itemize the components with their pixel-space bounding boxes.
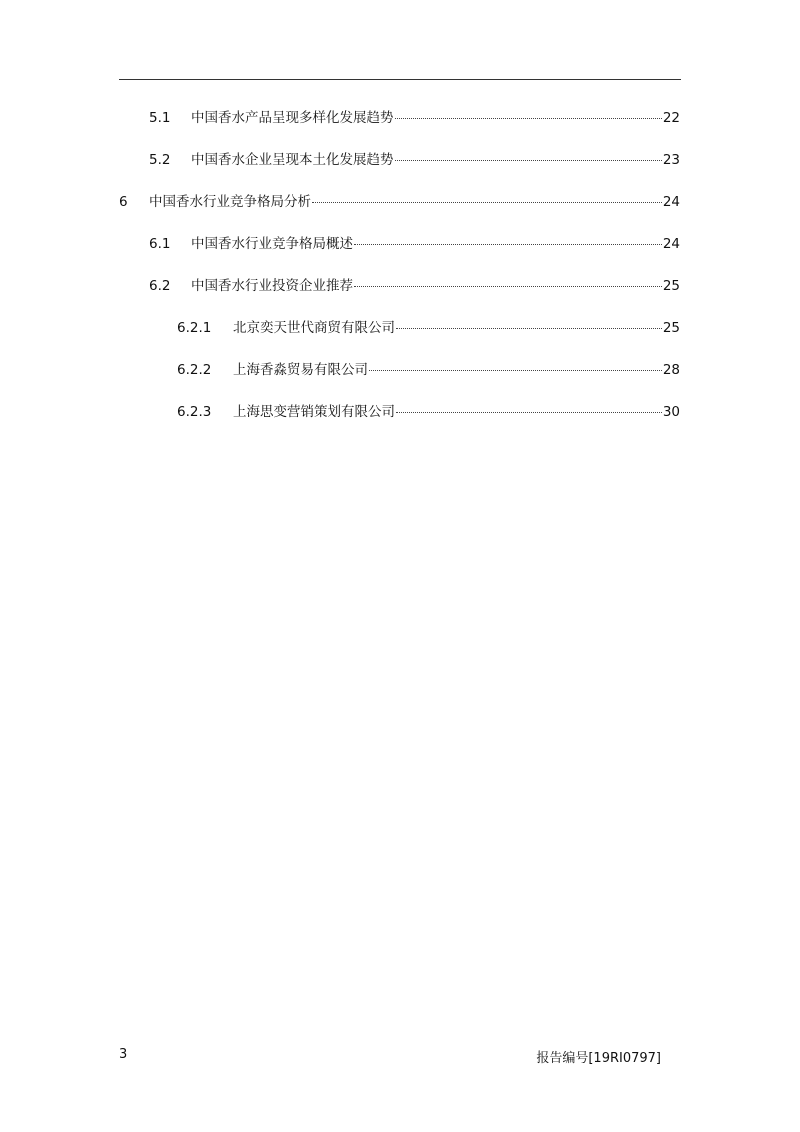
toc-number: 5.2 [149,152,171,168]
toc-number: 6 [119,194,128,210]
toc-leader [369,370,662,371]
toc-title: 上海香淼贸易有限公司 [233,362,368,378]
toc-number: 6.2 [149,278,171,294]
toc-title: 上海思变营销策划有限公司 [233,404,395,420]
toc-number: 6.2.2 [177,362,212,378]
toc-leader [396,328,662,329]
toc-entry-6[interactable] [119,193,680,211]
toc-leader [396,412,662,413]
toc-leader [395,160,662,161]
footer-page-number: 3 [119,1047,128,1062]
footer-report-code: 报告编号[19RI0797] [536,1051,661,1066]
toc-title: 中国香水产品呈现多样化发展趋势 [191,110,394,126]
toc-entry-6-2-3[interactable] [177,403,680,421]
toc-page-number: 24 [662,236,680,252]
toc-entry-6-2[interactable] [149,277,680,295]
toc-title: 中国香水企业呈现本土化发展趋势 [191,152,394,168]
toc-number: 5.1 [149,110,171,126]
toc-entry-5-2[interactable] [149,151,680,169]
toc-number: 6.2.1 [177,320,212,336]
toc-number: 6.1 [149,236,171,252]
toc-leader [354,244,662,245]
toc-entry-5-1[interactable] [149,109,680,127]
toc-number: 6.2.3 [177,404,212,420]
toc-entry-6-2-2[interactable] [177,361,680,379]
toc-title: 中国香水行业竞争格局概述 [191,236,353,252]
toc-entry-6-2-1[interactable] [177,319,680,337]
toc-page-number: 23 [662,152,680,168]
toc-title: 中国香水行业竞争格局分析 [149,194,311,210]
toc-leader [312,202,662,203]
toc-title: 中国香水行业投资企业推荐 [191,278,353,294]
toc-page-number: 30 [662,404,680,420]
toc-entry-6-1[interactable] [149,235,680,253]
toc-page-number: 22 [662,110,680,126]
toc-leader [395,118,662,119]
toc-page-number: 24 [662,194,680,210]
toc-page-number: 28 [662,362,680,378]
header-rule [119,79,681,80]
toc-title: 北京奕天世代商贸有限公司 [233,320,395,336]
toc-page-number: 25 [662,320,680,336]
toc-leader [354,286,662,287]
toc-page-number: 25 [662,278,680,294]
